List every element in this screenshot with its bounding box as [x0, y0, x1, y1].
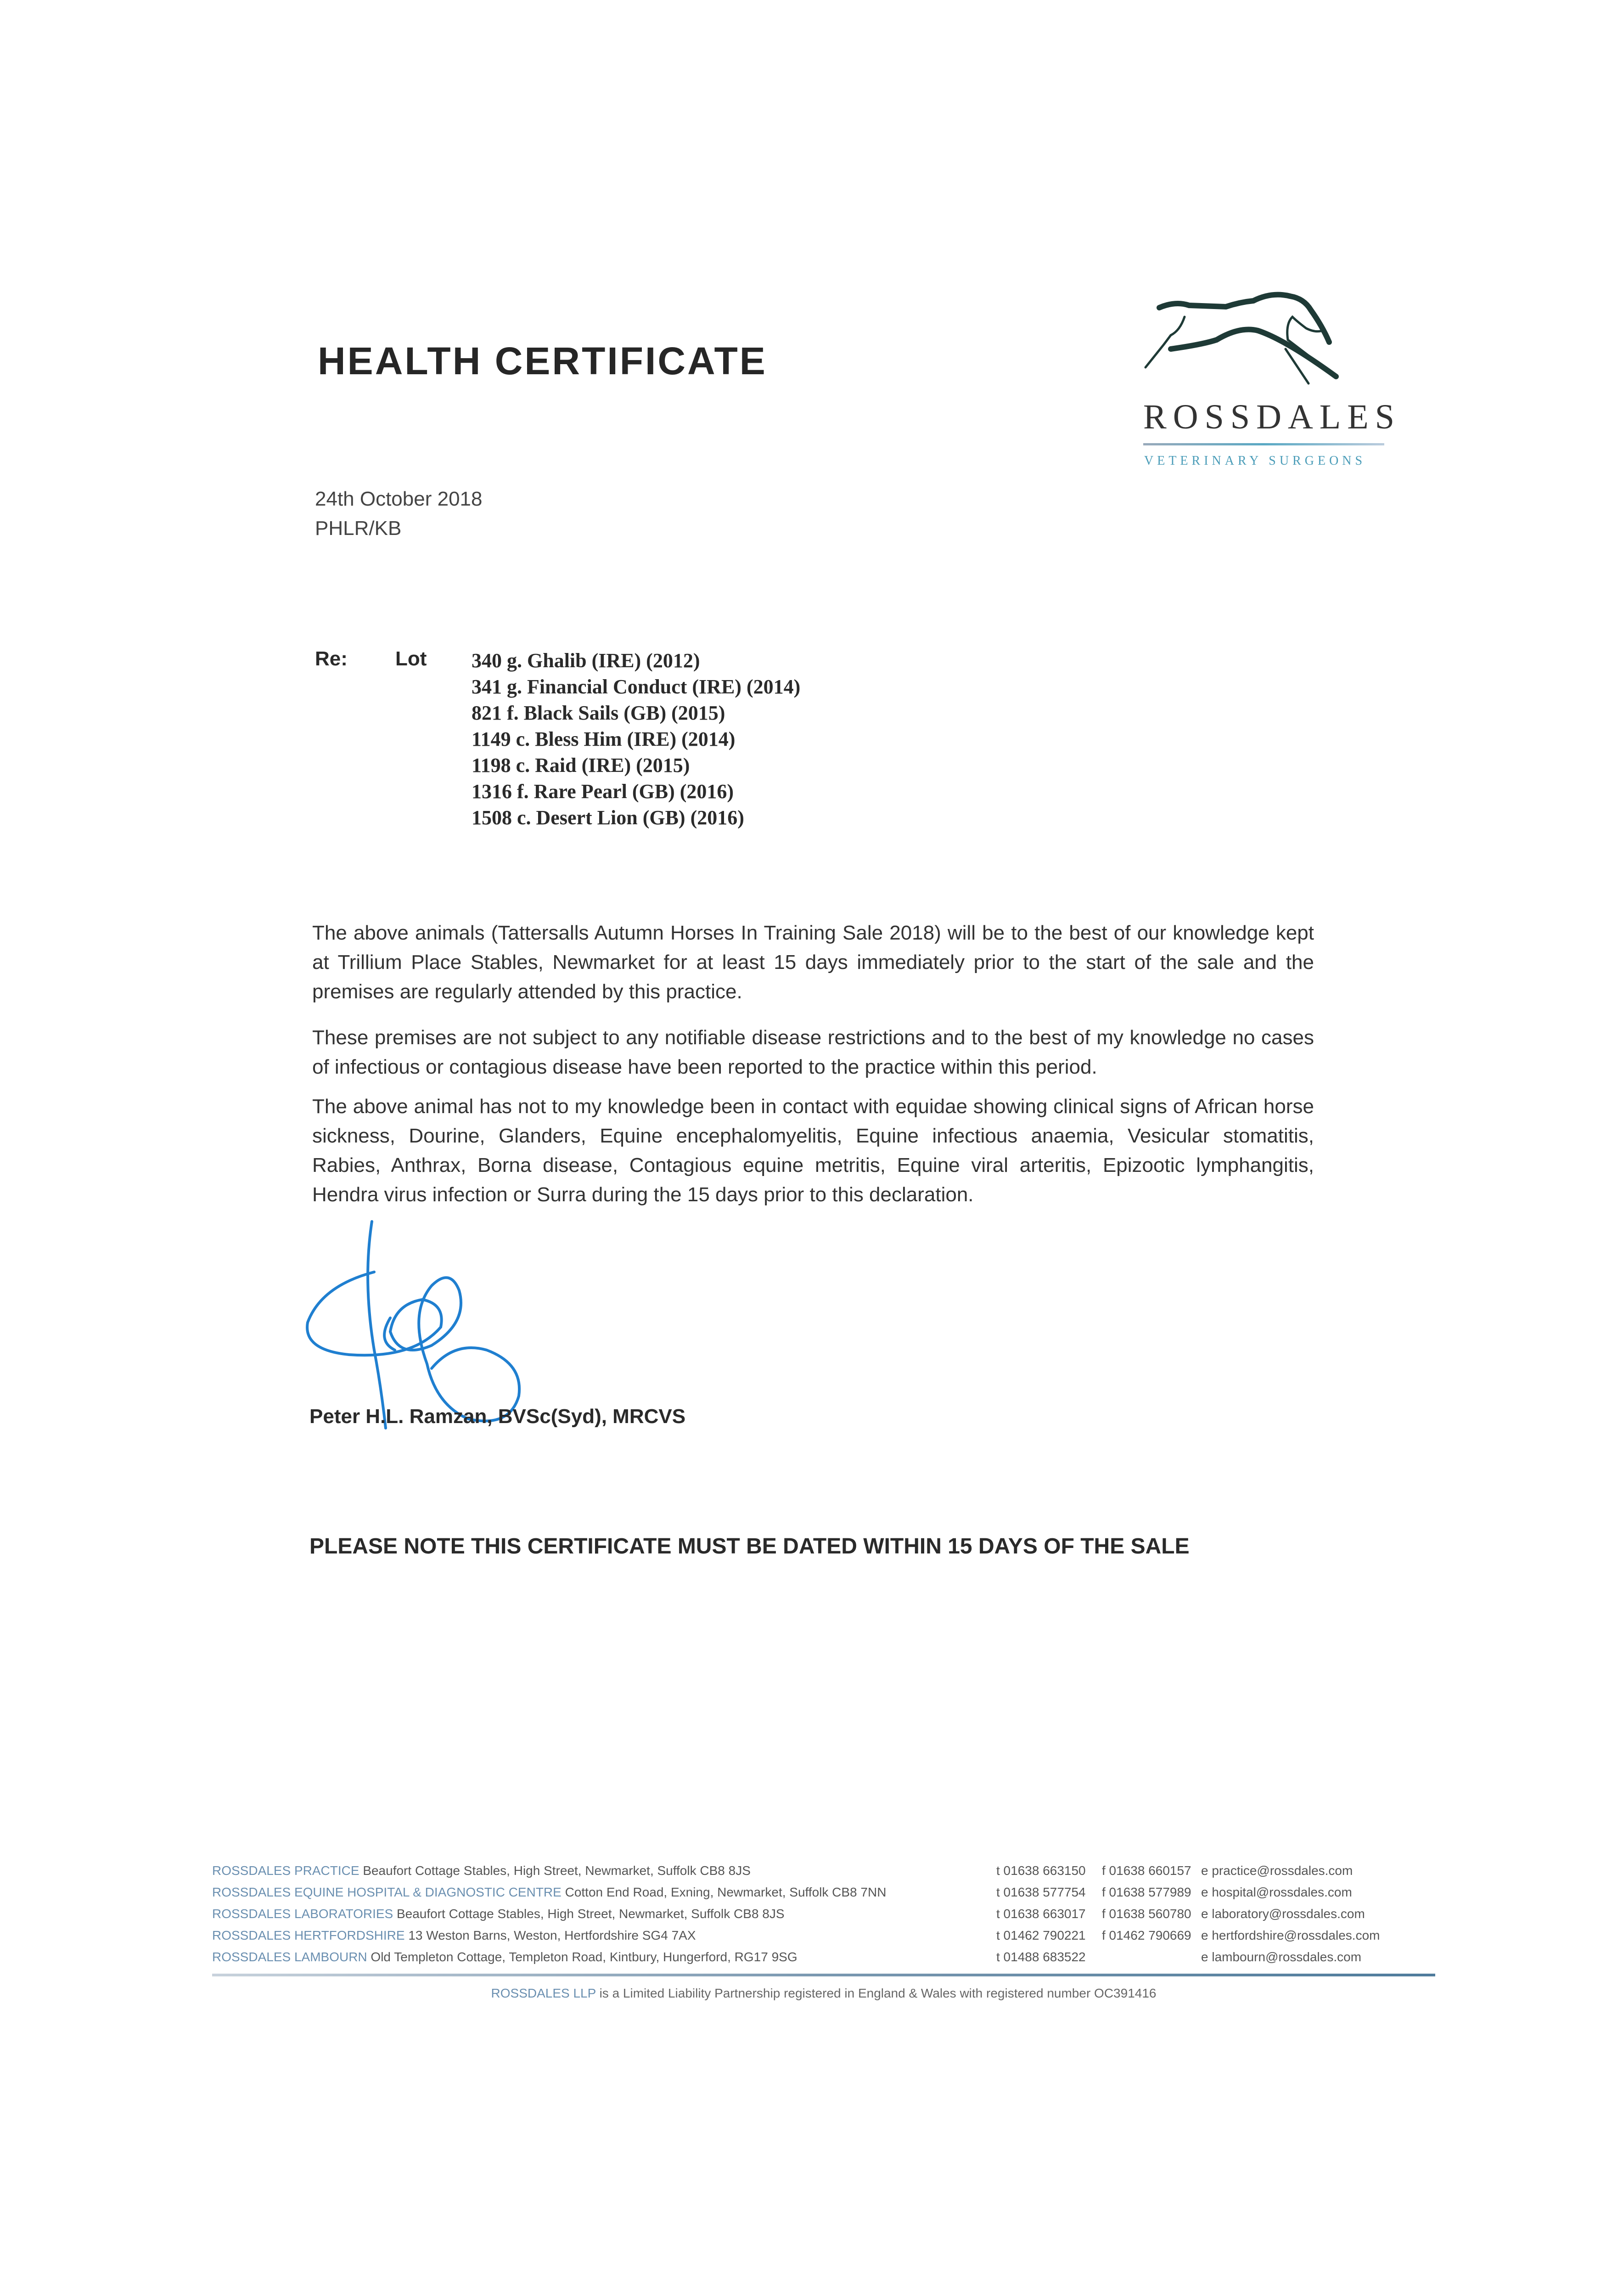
office-address: Old Templeton Cottage, Templeton Road, Kintbury, Hungerford, RG17 9SG: [371, 1950, 797, 1964]
footer-office: [212, 1950, 797, 1964]
office-address: Beaufort Cottage Stables, High Street, Newmarket, Suffolk CB8 8JS: [396, 1907, 785, 1921]
office-email: e hospital@rossdales.com: [1201, 1885, 1352, 1899]
office-phone: t 01462 790221: [996, 1928, 1086, 1942]
office-fax: f 01462 790669: [1102, 1928, 1191, 1942]
office-email: e laboratory@rossdales.com: [1201, 1907, 1365, 1921]
office-address: 13 Weston Barns, Weston, Hertfordshire SG4 7AX: [408, 1928, 696, 1942]
logo-divider: [1143, 443, 1384, 445]
office-email: e lambourn@rossdales.com: [1201, 1950, 1362, 1964]
footer-office: [212, 1907, 785, 1921]
lot-item: 1149 c. Bless Him (IRE) (2014): [472, 728, 736, 750]
signer-name: Peter H.L. Ramzan, BVSc(Syd), MRCVS: [309, 1405, 686, 1428]
office-phone: t 01488 683522: [996, 1950, 1086, 1964]
office-name: ROSSDALES PRACTICE: [212, 1863, 359, 1878]
registration-org: ROSSDALES LLP: [491, 1986, 596, 2000]
lot-item: 1198 c. Raid (IRE) (2015): [472, 754, 690, 777]
footer-office: [212, 1928, 696, 1943]
office-fax: f 01638 577989: [1102, 1885, 1191, 1899]
logo-name: ROSSDALES: [1143, 398, 1401, 436]
lot-item: 821 f. Black Sails (GB) (2015): [472, 702, 725, 724]
office-phone: t 01638 577754: [996, 1885, 1086, 1899]
office-email: e hertfordshire@rossdales.com: [1201, 1928, 1380, 1942]
office-phone: t 01638 663017: [996, 1907, 1086, 1921]
footer-office: [212, 1863, 751, 1878]
office-name: ROSSDALES LABORATORIES: [212, 1907, 393, 1921]
reference: PHLR/KB: [315, 517, 402, 540]
paragraph-restrictions: These premises are not subject to any notifiable disease restrictions and to the best of my knowledge no cases of infectious or contagious disease have been reported to the practice within this period.: [312, 1026, 1314, 1078]
lot-item: 340 g. Ghalib (IRE) (2012): [472, 649, 700, 672]
lot-list: [472, 647, 800, 831]
office-phone: t 01638 663150: [996, 1863, 1086, 1878]
lot-item: 1508 c. Desert Lion (GB) (2016): [472, 806, 744, 829]
paragraph-diseases: The above animal has not to my knowledge been in contact with equidae showing clinical signs of African horse sickness, Dourine, Glanders, Equine encephalomyelitis, Equine infectious anaemia, Vesicular stomatitis, Rabies, Anthrax, Borna disease, Contagious equine metritis, Equine viral arteritis, Epizootic lymphangitis, Hendra virus infection or Surra during the 15 days prior to this declaration.: [312, 1095, 1314, 1206]
office-fax: f 01638 660157: [1102, 1863, 1191, 1878]
re-label: Re:: [315, 647, 348, 670]
lot-item: 1316 f. Rare Pearl (GB) (2016): [472, 780, 734, 803]
office-name: ROSSDALES LAMBOURN: [212, 1950, 367, 1964]
lot-label: Lot: [395, 647, 427, 670]
office-fax: f 01638 560780: [1102, 1907, 1191, 1921]
office-address: Cotton End Road, Exning, Newmarket, Suffolk CB8 7NN: [565, 1885, 887, 1899]
registration-notice: [212, 1986, 1435, 2001]
office-email: e practice@rossdales.com: [1201, 1863, 1353, 1878]
office-name: ROSSDALES HERTFORDSHIRE: [212, 1928, 405, 1942]
footer-divider: [212, 1974, 1435, 1976]
rossdales-logo: [1134, 280, 1401, 478]
logo-subtitle: VETERINARY SURGEONS: [1144, 454, 1366, 468]
office-address: Beaufort Cottage Stables, High Street, Newmarket, Suffolk CB8 8JS: [363, 1863, 751, 1878]
lot-item: 341 g. Financial Conduct (IRE) (2014): [472, 675, 801, 698]
paragraph-premises: The above animals (Tattersalls Autumn Horses In Training Sale 2018) will be to the best of our knowledge kept at Trillium Place Stables, Newmarket for at least 15 days immediately prior to the start of the sale and the premises are regularly attended by this practice.: [312, 922, 1314, 1003]
page-title: HEALTH CERTIFICATE: [318, 339, 767, 383]
office-name: ROSSDALES EQUINE HOSPITAL & DIAGNOSTIC CENTRE: [212, 1885, 562, 1899]
footer-office: [212, 1885, 886, 1900]
validity-note: PLEASE NOTE THIS CERTIFICATE MUST BE DATED WITHIN 15 DAYS OF THE SALE: [309, 1534, 1190, 1559]
registration-text: is a Limited Liability Partnership registered in England & Wales with registered number OC391416: [599, 1986, 1157, 2000]
horse-icon: [1134, 280, 1391, 395]
date: 24th October 2018: [315, 488, 483, 510]
